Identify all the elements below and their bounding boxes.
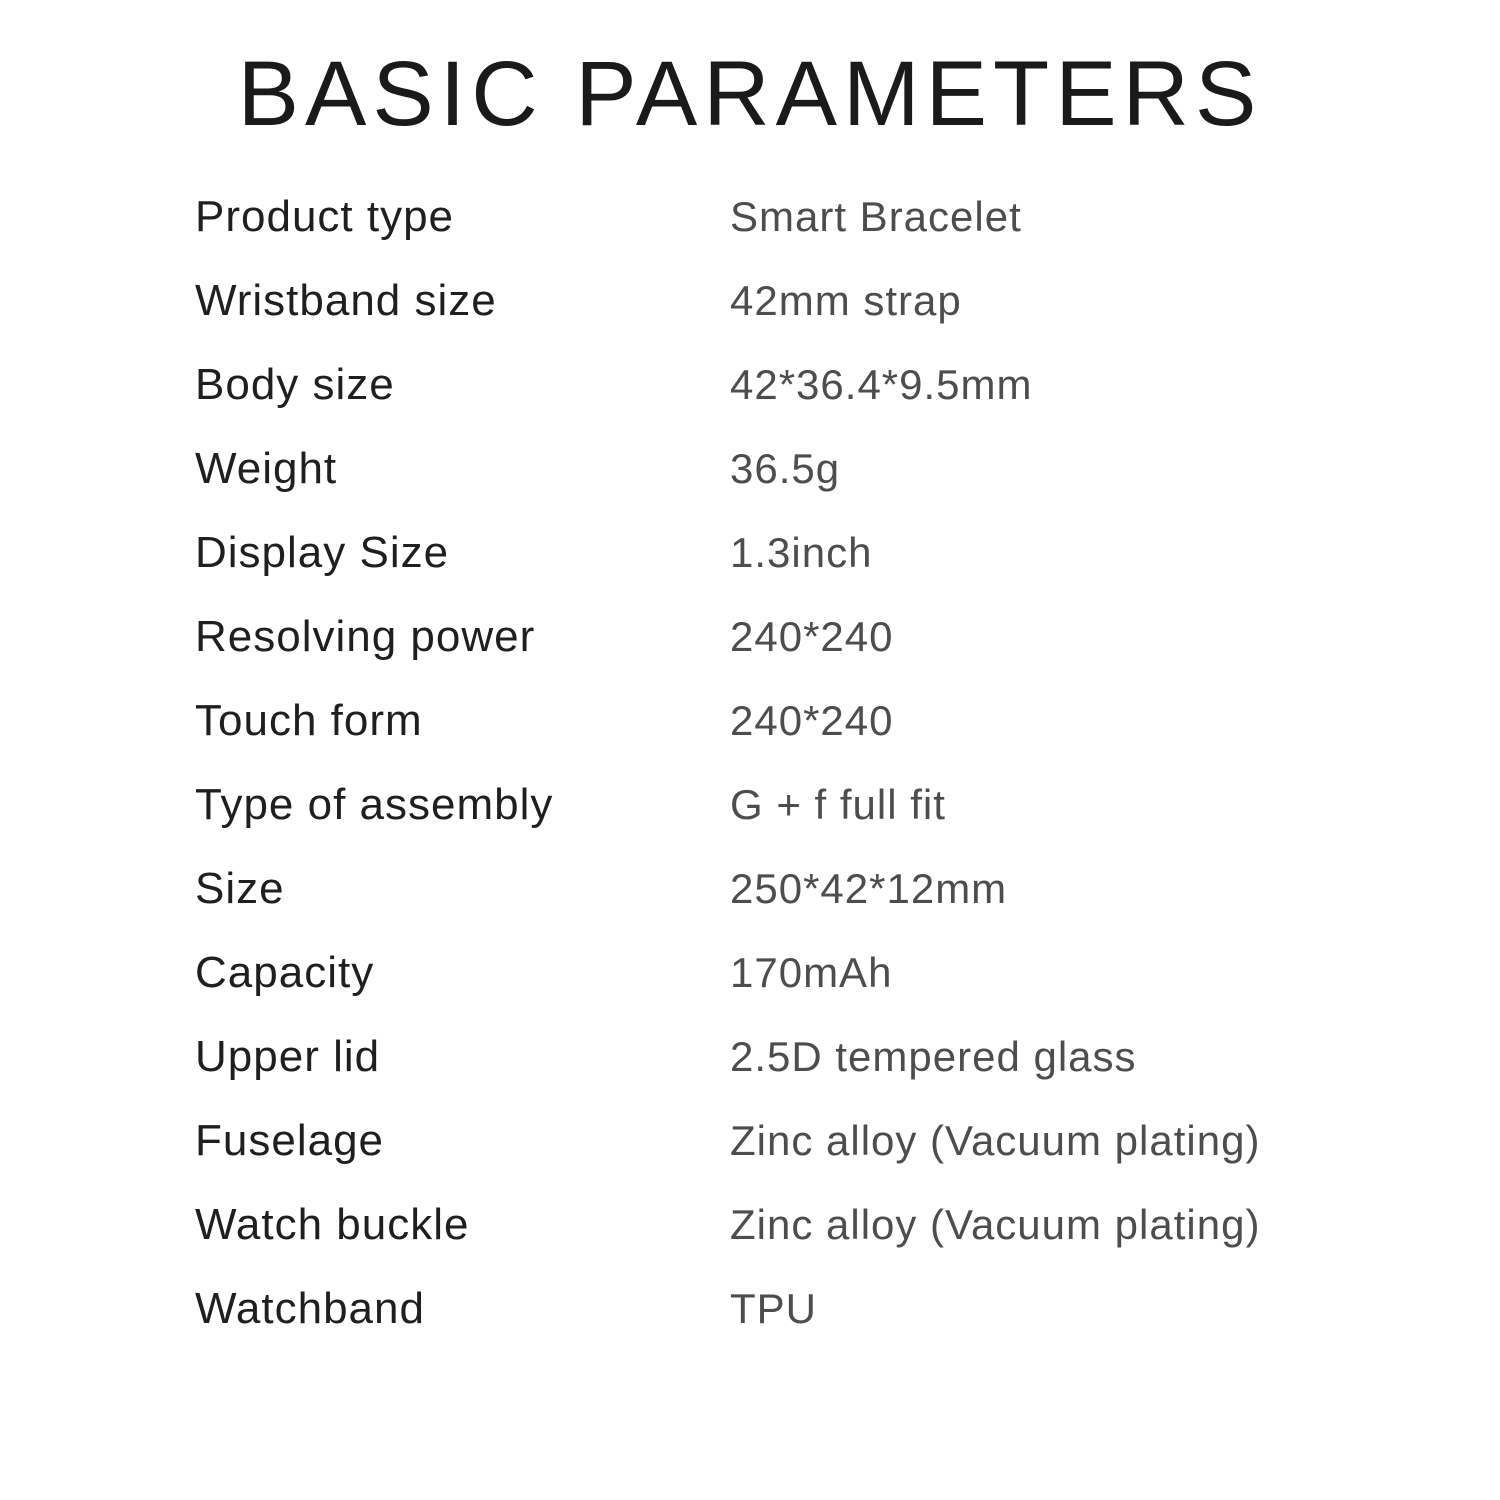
page-title: BASIC PARAMETERS xyxy=(237,43,1263,145)
spec-value: 1.3inch xyxy=(730,529,873,576)
spec-label: Type of assembly xyxy=(195,780,554,829)
spec-value: 250*42*12mm xyxy=(730,865,1008,912)
spec-value: Smart Bracelet xyxy=(730,193,1022,240)
spec-label: Body size xyxy=(195,360,395,409)
spec-value: G + f full fit xyxy=(730,781,946,828)
spec-row xyxy=(195,696,1440,780)
spec-value: 170mAh xyxy=(730,949,893,996)
spec-label: Upper lid xyxy=(195,1032,381,1081)
spec-label: Watch buckle xyxy=(195,1200,470,1249)
spec-row xyxy=(195,780,1440,864)
spec-row xyxy=(195,276,1440,360)
spec-row xyxy=(195,864,1440,948)
spec-value: Zinc alloy (Vacuum plating) xyxy=(730,1117,1261,1164)
spec-value: Zinc alloy (Vacuum plating) xyxy=(730,1201,1261,1248)
spec-value: 36.5g xyxy=(730,445,841,492)
spec-label: Display Size xyxy=(195,528,450,577)
spec-row xyxy=(195,612,1440,696)
spec-row xyxy=(195,192,1440,276)
spec-list xyxy=(195,192,1440,1368)
spec-label: Wristband size xyxy=(195,276,497,325)
spec-value: 240*240 xyxy=(730,697,894,744)
spec-value: 2.5D tempered glass xyxy=(730,1033,1137,1080)
spec-row xyxy=(195,1032,1440,1116)
spec-row xyxy=(195,1284,1440,1368)
spec-row xyxy=(195,360,1440,444)
spec-row xyxy=(195,528,1440,612)
spec-label: Size xyxy=(195,864,285,913)
spec-label: Resolving power xyxy=(195,612,536,661)
spec-label: Touch form xyxy=(195,696,423,745)
spec-label: Fuselage xyxy=(195,1116,385,1165)
spec-label: Weight xyxy=(195,444,338,493)
spec-label: Product type xyxy=(195,192,455,241)
spec-value: 42*36.4*9.5mm xyxy=(730,361,1033,408)
spec-value: TPU xyxy=(730,1285,817,1332)
spec-row xyxy=(195,1200,1440,1284)
spec-value: 240*240 xyxy=(730,613,894,660)
spec-label: Capacity xyxy=(195,948,375,997)
spec-row xyxy=(195,444,1440,528)
spec-row xyxy=(195,948,1440,1032)
spec-label: Watchband xyxy=(195,1284,425,1333)
spec-row xyxy=(195,1116,1440,1200)
spec-value: 42mm strap xyxy=(730,277,962,324)
